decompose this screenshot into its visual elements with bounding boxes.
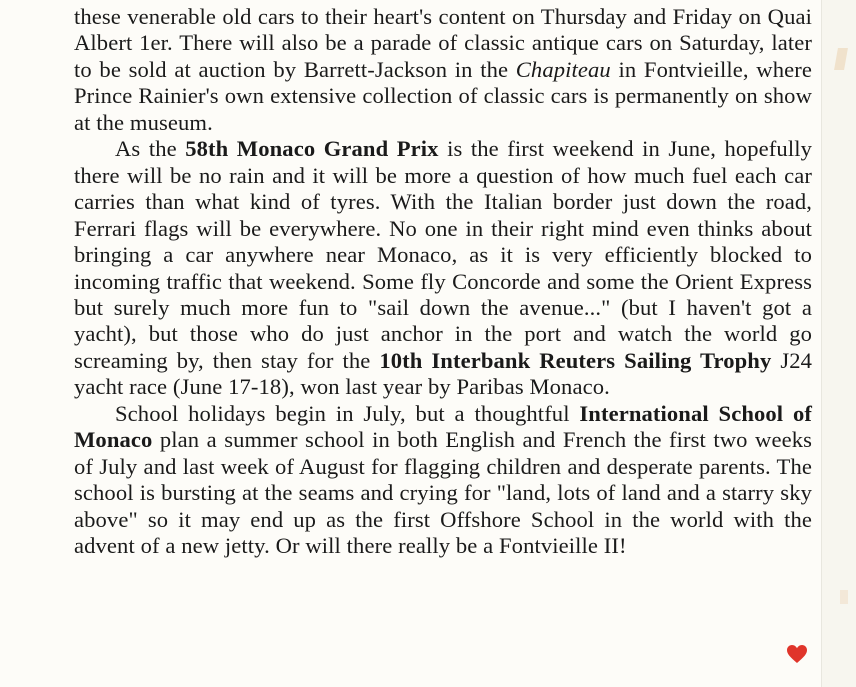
paragraph-text: is the first weekend in June, hopefully there will be no rain and it will be more a question of how much fuel each car carries than what kind of tyres. With the Italian border just down the road, Ferrari flags will be everywhere. No one in their right mind even thinks about bringing a car anywhere near Monaco, as it is very efficiently blocked to incoming traffic that weekend. Some fly Concorde and some the Orient Express but surely much more fun to "sail down the avenue..." (but I haven't got a yacht), but those who do just anchor in the port and watch the world go screaming by, then stay for the — [74, 136, 812, 373]
paragraph-school — [74, 401, 812, 560]
paragraph-text: School holidays begin in July, but a thoughtful — [115, 400, 580, 426]
paragraph-grand-prix — [74, 136, 812, 401]
paragraph-text: these venerable old cars to their heart's content on Thursday and Friday on Quai Albert 1er. There will also be a parade of classic antique cars on Saturday, later to be sold at auction by Barrett-Jackson in the — [74, 4, 812, 82]
paragraph-classic-cars — [74, 4, 812, 136]
paragraph-text: J24 yacht race (June 17-18), won last year by Paribas Monaco. — [74, 347, 813, 400]
article-column — [74, 4, 812, 560]
paragraph-text: As the — [115, 136, 186, 162]
heart-icon — [786, 644, 808, 664]
school-name-bold: International School of Monaco — [74, 400, 812, 453]
paragraph-text: in Fontvieille, where Prince Rainier's own extensive collection of classic cars is permanently on show at the museum. — [74, 56, 813, 135]
paragraph-text: plan a summer school in both English and French the first two weeks of July and last week of August for flagging children and desperate parents. The school is bursting at the seams and crying for "land, lots of land and a starry sky above" so it may end up as the first Offshore School in the world with the advent of a new jetty. Or will there really be a Fontvieille II! — [74, 427, 812, 559]
chapiteau-italic: Chapiteau — [515, 56, 611, 82]
sailing-trophy-bold: 10th Interbank Reuters Sailing Trophy — [379, 347, 772, 373]
edge-mark — [840, 590, 848, 604]
page-edge-strip — [821, 0, 856, 687]
edge-mark — [834, 48, 848, 70]
grand-prix-bold: 58th Monaco Grand Prix — [185, 136, 439, 162]
